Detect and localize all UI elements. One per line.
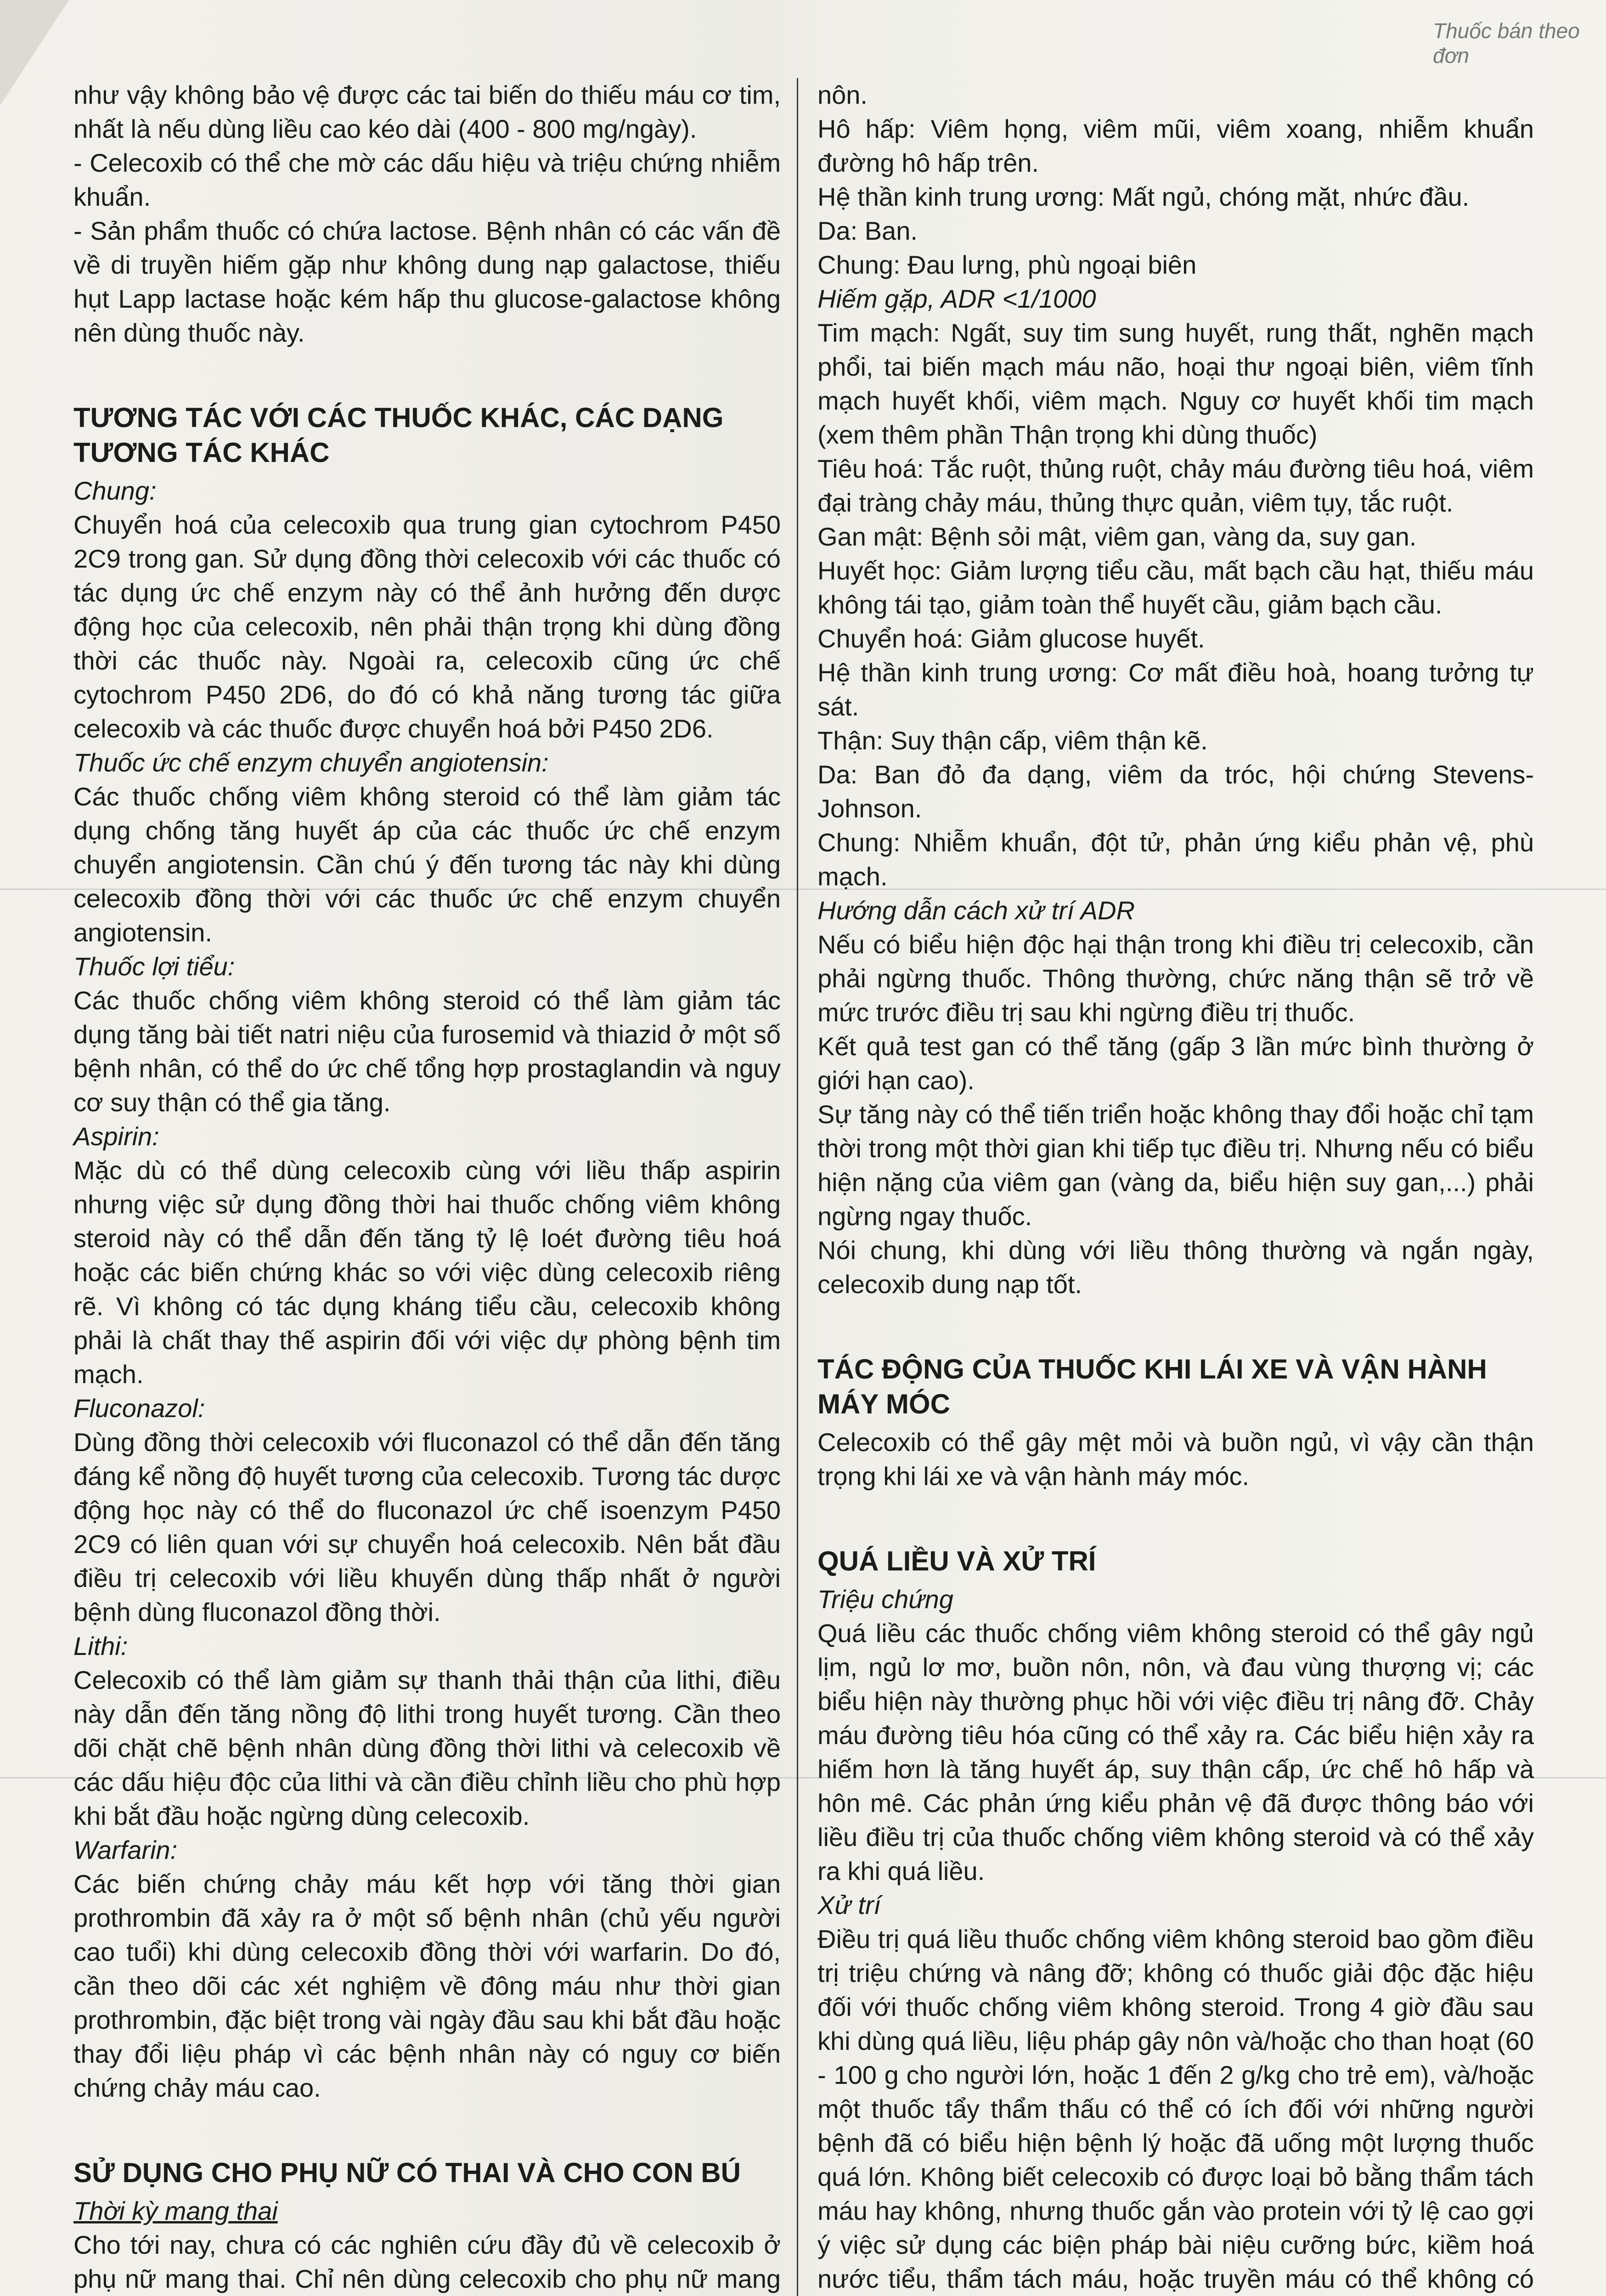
symptom-text: Quá liều các thuốc chống viêm không steroid có thể gây ngủ lịm, ngủ lơ mơ, buồn nôn, nôn, và đau vùng thượng vị; các biểu hiện này thường phục hồi với việc điều trị nâng đỡ. Chảy máu đường tiêu hóa cũng có thể xảy ra. Các biểu hiện xảy ra hiếm hơn là tăng huyết áp, suy thận cấp, ức chế hô hấp và hôn mê. Các phản ứng kiểu phản vệ đã được thông báo với liều điều trị của thuốc chống viêm không steroid và có thể xảy ra khi quá liều. (817, 1619, 1534, 1885)
rare-item: Tiêu hoá: Tắc ruột, thủng ruột, chảy máu đường tiêu hoá, viêm đại tràng chảy máu, thủng thực quản, viêm tụy, tắc ruột. (817, 454, 1534, 517)
rare-item: Tim mạch: Ngất, suy tim sung huyết, rung thất, nghẽn mạch phổi, tai biến mạch máu não, hoại thư ngoại biên, viêm tĩnh mạch huyết khối, viêm mạch. Nguy cơ huyết khối tim mạch (xem thêm phần Thận trọng khi dùng thuốc) (817, 318, 1534, 449)
rare-item: Gan mật: Bệnh sỏi mật, viêm gan, vàng da, suy gan. (817, 522, 1417, 551)
subheading-adr-guide: Hướng dẫn cách xử trí ADR (817, 896, 1135, 925)
ace-text: Các thuốc chống viêm không steroid có thể làm giảm tác dụng chống tăng huyết áp của các thuốc ức chế enzym chuyển angiotensin. Cần chú ý đến tương tác này khi dùng celecoxib đồng thời với các thuốc ức chế enzym chuyển angiotensin. (73, 782, 781, 947)
intro-paragraph: - Sản phẩm thuốc có chứa lactose. Bệnh nhân có các vấn đề về di truyền hiếm gặp như không dung nạp galactose, thiếu hụt Lapp lactase hoặc kém hấp thu glucose-galactose không nên dùng thuốc này. (73, 216, 781, 347)
rare-item: Thận: Suy thận cấp, viêm thận kẽ. (817, 726, 1208, 755)
subheading-lithi: Lithi: (73, 1632, 128, 1660)
subheading-treatment: Xử trí (817, 1891, 881, 1919)
rare-item: Hệ thần kinh trung ương: Cơ mất điều hoà, hoang tưởng tự sát. (817, 658, 1534, 721)
rare-item: Chung: Nhiễm khuẩn, đột tử, phản ứng kiểu phản vệ, phù mạch. (817, 828, 1534, 891)
adr-continued: Chung: Đau lưng, phù ngoại biên (817, 250, 1197, 279)
subheading-rare: Hiếm gặp, ADR <1/1000 (817, 284, 1096, 313)
driving-text: Celecoxib có thể gây mệt mỏi và buồn ngủ, vì vậy cần thận trọng khi lái xe và vận hành máy móc. (817, 1428, 1534, 1491)
section-title-driving: TÁC ĐỘNG CỦA THUỐC KHI LÁI XE VÀ VẬN HÀNH MÁY MÓC (817, 1354, 1487, 1419)
treatment-text: Điều trị quá liều thuốc chống viêm không steroid bao gồm điều trị triệu chứng và nâng đỡ; không có thuốc giải độc đặc hiệu đối với thuốc chống viêm không steroid. Trong 4 giờ đầu sau khi dùng quá liều, liệu pháp gây nôn và/hoặc cho than hoạt (60 - 100 g cho người lớn, hoặc 1 đến 2 g/kg cho trẻ em), và/hoặc một thuốc tẩy thẩm thấu có thể có ích đối với những người bệnh đã có biểu hiện bệnh lý hoặc đã uống một lượng thuốc quá lớn. Không biết celecoxib có được loại bỏ bằng thẩm tách máu hay không, nhưng thuốc gắn vào protein với tỷ lệ cao gợi ý việc sử dụng các biện pháp bài niệu cưỡng bức, kiềm hoá nước tiểu, thẩm tách máu, hoặc truyền máu có thể không có (817, 1925, 1534, 2293)
subheading-warfarin: Warfarin: (73, 1835, 178, 1864)
subheading-symptom: Triệu chứng (817, 1585, 953, 1614)
subheading-aspirin: Aspirin: (73, 1122, 159, 1151)
section-title-pregnancy: SỬ DỤNG CHO PHỤ NỮ CÓ THAI VÀ CHO CON BÚ (73, 2157, 741, 2188)
general-text: Chuyển hoá của celecoxib qua trung gian cytochrom P450 2C9 trong gan. Sử dụng đồng thời celecoxib với các thuốc có tác dụng ức chế enzym này có thể ảnh hưởng đến dược động học của celecoxib, nên phải thận trọng khi dùng đồng thời các thuốc này. Ngoài ra, celecoxib cũng ức chế cytochrom P450 2D6, do đó có khả năng tương tác giữa celecoxib và các thuốc được chuyển hoá bởi P450 2D6. (73, 510, 781, 743)
guide-item: Kết quả test gan có thể tăng (gấp 3 lần mức bình thường ở giới hạn cao). (817, 1032, 1534, 1095)
intro-paragraph: như vậy không bảo vệ được các tai biến do thiếu máu cơ tim, nhất là nếu dùng liều cao kéo dài (400 - 800 mg/ngày). (73, 80, 781, 143)
intro-paragraph: - Celecoxib có thể che mờ các dấu hiệu và triệu chứng nhiễm khuẩn. (73, 148, 781, 211)
header-right-text: Thuốc bán theo đơn (1433, 19, 1580, 68)
pregnancy-text: Cho tới nay, chưa có các nghiên cứu đầy đủ về celecoxib ở phụ nữ mang thai. Chỉ nên dùng celecoxib cho phụ nữ mang (73, 2230, 781, 2293)
fluconazol-text: Dùng đồng thời celecoxib với fluconazol có thể dẫn đến tăng đáng kể nồng độ huyết tương của celecoxib. Tương tác dược động học này có thể do fluconazol ức chế isoenzym P450 2C9 có liên quan với sự chuyển hoá celecoxib. Nên bắt đầu điều trị celecoxib với liều khuyến dùng thấp nhất ở người bệnh dùng fluconazol đồng thời. (73, 1428, 781, 1626)
adr-continued: Da: Ban. (817, 216, 918, 245)
adr-continued: Hô hấp: Viêm họng, viêm mũi, viêm xoang, nhiễm khuẩn đường hô hấp trên. (817, 114, 1534, 177)
subheading-diuretic: Thuốc lợi tiểu: (73, 952, 235, 981)
column-divider (797, 78, 798, 2296)
rare-item: Chuyển hoá: Giảm glucose huyết. (817, 624, 1205, 653)
right-column (817, 78, 1534, 2296)
rare-item: Huyết học: Giảm lượng tiểu cầu, mất bạch cầu hạt, thiếu máu không tái tạo, giảm toàn thể huyết cầu, giảm bạch cầu. (817, 556, 1534, 619)
guide-item: Nói chung, khi dùng với liều thông thường và ngắn ngày, celecoxib dung nạp tốt. (817, 1236, 1534, 1299)
subheading-pregnancy: Thời kỳ mang thai (73, 2196, 278, 2225)
rare-item: Da: Ban đỏ đa dạng, viêm da tróc, hội chứng Stevens-Johnson. (817, 760, 1534, 823)
adr-continued: nôn. (817, 80, 868, 109)
warfarin-text: Các biến chứng chảy máu kết hợp với tăng thời gian prothrombin đã xảy ra ở một số bệnh nhân (chủ yếu người cao tuổi) khi dùng celecoxib đồng thời với warfarin. Do đó, cần theo dõi các xét nghiệm về đông máu như thời gian prothrombin, đặc biệt trong vài ngày đầu sau khi bắt đầu hoặc thay đổi liệu pháp vì các bệnh nhân này có nguy cơ biến chứng chảy máu cao. (73, 1869, 781, 2102)
guide-item: Nếu có biểu hiện độc hại thận trong khi điều trị celecoxib, cần phải ngừng thuốc. Thông thường, chức năng thận sẽ trở về mức trước điều trị sau khi ngừng điều trị thuốc. (817, 930, 1534, 1027)
subheading-general: Chung: (73, 476, 157, 505)
diuretic-text: Các thuốc chống viêm không steroid có thể làm giảm tác dụng tăng bài tiết natri niệu của furosemid và thiazid ở một số bệnh nhân, có thể do ức chế tổng hợp prostaglandin và nguy cơ suy thận có thể gia tăng. (73, 986, 781, 1117)
lithi-text: Celecoxib có thể làm giảm sự thanh thải thận của lithi, điều này dẫn đến tăng nồng độ lithi trong huyết tương. Cần theo dõi chặt chẽ bệnh nhân dùng đồng thời lithi và celecoxib về các dấu hiệu độc của lithi và cần điều chỉnh liều cho phù hợp khi bắt đầu hoặc ngừng dùng celecoxib. (73, 1666, 781, 1830)
aspirin-text: Mặc dù có thể dùng celecoxib cùng với liều thấp aspirin nhưng việc sử dụng đồng thời hai thuốc chống viêm không steroid này có thể dẫn đến tăng tỷ lệ loét đường tiêu hoá hoặc các biến chứng khác so với việc dùng celecoxib riêng rẽ. Vì không có tác dụng kháng tiểu cầu, celecoxib không phải là chất thay thế aspirin đối với việc dự phòng bệnh tim mạch. (73, 1156, 781, 1389)
section-title-overdose: QUÁ LIỀU VÀ XỬ TRÍ (817, 1546, 1096, 1576)
subheading-ace: Thuốc ức chế enzym chuyển angiotensin: (73, 748, 549, 777)
guide-item: Sự tăng này có thể tiến triển hoặc không thay đổi hoặc chỉ tạm thời trong một thời gian khi tiếp tục điều trị. Nhưng nếu có biểu hiện nặng của viêm gan (vàng da, biểu hiện suy gan,...) phải ngừng ngay thuốc. (817, 1100, 1534, 1231)
left-column (73, 78, 781, 2296)
folded-corner (0, 0, 69, 106)
subheading-fluconazol: Fluconazol: (73, 1394, 205, 1423)
adr-continued: Hệ thần kinh trung ương: Mất ngủ, chóng mặt, nhức đầu. (817, 182, 1470, 211)
section-title-interactions: TƯƠNG TÁC VỚI CÁC THUỐC KHÁC, CÁC DẠNG TƯƠNG TÁC KHÁC (73, 402, 724, 468)
